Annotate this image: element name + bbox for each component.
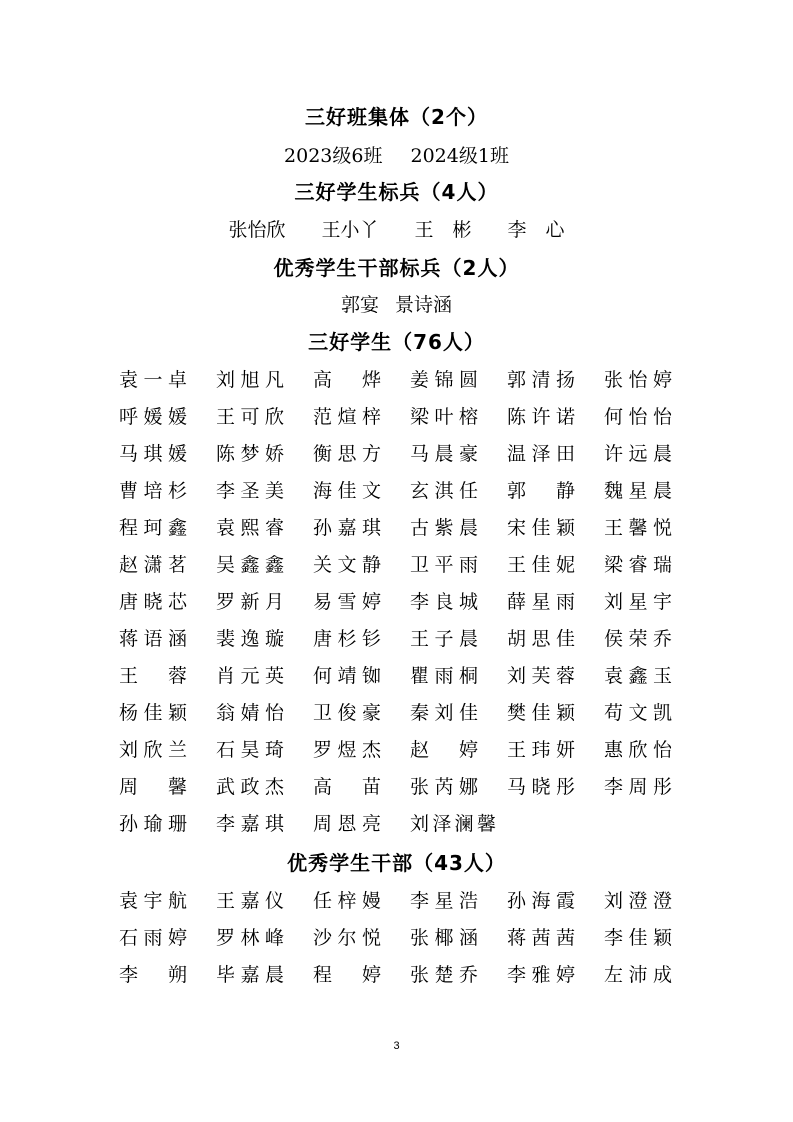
student-name: 张楚乔 [410, 964, 478, 986]
student-name: 王 彬 [414, 219, 472, 241]
student-name: 姜锦圆 [410, 369, 478, 391]
student-name: 许远晨 [604, 443, 672, 465]
student-name: 孙瑜珊 [119, 813, 187, 835]
student-name: 石雨婷 [119, 927, 187, 949]
student-name: 梁叶榕 [410, 406, 478, 428]
excellent-cadres-grid [119, 887, 719, 998]
student-name: 王嘉仪 [216, 890, 284, 912]
student-name: 衡思方 [313, 443, 381, 465]
student-name: 刘旭凡 [216, 369, 284, 391]
student-name: 陈许诺 [507, 406, 575, 428]
student-name: 李嘉琪 [216, 813, 284, 835]
student-name: 刘欣兰 [119, 739, 187, 761]
student-name: 高 烨 [313, 369, 381, 391]
model-class-list [0, 142, 793, 170]
student-name: 李圣美 [216, 480, 284, 502]
student-name: 王小丫 [321, 219, 379, 241]
student-name: 李星浩 [410, 890, 478, 912]
student-name: 何怡怡 [604, 406, 672, 428]
student-name: 袁熙睿 [216, 517, 284, 539]
student-name: 孙嘉琪 [313, 517, 381, 539]
student-name: 赵 婷 [410, 739, 478, 761]
student-name: 马琪媛 [119, 443, 187, 465]
student-name: 赵潇茗 [119, 554, 187, 576]
student-name: 翁婧怡 [216, 702, 284, 724]
student-name: 唐晓芯 [119, 591, 187, 613]
student-name: 周 馨 [119, 776, 187, 798]
student-name: 王可欣 [216, 406, 284, 428]
student-name: 秦刘佳 [410, 702, 478, 724]
page-number: 3 [393, 1040, 400, 1052]
student-name: 关文静 [313, 554, 381, 576]
student-name: 郭宴 [340, 294, 379, 316]
section-title-model-student: 三好学生标兵（4人） [294, 180, 499, 204]
student-name: 袁宇航 [119, 890, 187, 912]
merit-students-grid [119, 366, 719, 847]
student-name: 范煊梓 [313, 406, 381, 428]
section-title-merit-students: 三好学生（76人） [308, 330, 485, 354]
student-name: 惠欣怡 [604, 739, 672, 761]
student-name: 曹培杉 [119, 480, 187, 502]
student-name: 周恩亮 [313, 813, 381, 835]
student-name: 侯荣乔 [604, 628, 672, 650]
student-name: 唐杉钐 [313, 628, 381, 650]
student-name: 程珂鑫 [119, 517, 187, 539]
student-name: 李 朔 [119, 964, 187, 986]
section-title-excellent-cadres: 优秀学生干部（43人） [287, 851, 506, 875]
student-name: 任梓嫚 [313, 890, 381, 912]
student-name: 瞿雨桐 [410, 665, 478, 687]
student-name: 胡思佳 [507, 628, 575, 650]
student-name: 马晓彤 [507, 776, 575, 798]
student-name: 易雪婷 [313, 591, 381, 613]
student-name: 郭清扬 [507, 369, 575, 391]
student-name: 孙海霞 [507, 890, 575, 912]
student-name: 马晨豪 [410, 443, 478, 465]
student-name: 景诗涵 [395, 294, 453, 316]
student-name: 呼媛媛 [119, 406, 187, 428]
student-name: 罗煜杰 [313, 739, 381, 761]
student-name: 樊佳颖 [507, 702, 575, 724]
model-cadre-list [0, 291, 793, 319]
student-name: 卫平雨 [410, 554, 478, 576]
student-name: 陈梦娇 [216, 443, 284, 465]
student-name: 玄淇任 [410, 480, 478, 502]
student-name: 李 心 [507, 219, 565, 241]
student-name: 苟文凯 [604, 702, 672, 724]
section-title-model-cadre: 优秀学生干部标兵（2人） [273, 256, 520, 280]
student-name: 刘澄澄 [604, 890, 672, 912]
student-name: 张芮娜 [410, 776, 478, 798]
student-name: 魏星晨 [604, 480, 672, 502]
student-name: 吴鑫鑫 [216, 554, 284, 576]
student-name: 袁一卓 [119, 369, 187, 391]
student-name: 刘芙蓉 [507, 665, 575, 687]
student-name: 石昊琦 [216, 739, 284, 761]
student-name: 古紫晨 [410, 517, 478, 539]
student-name: 薛星雨 [507, 591, 575, 613]
student-name: 刘泽澜馨 [410, 813, 496, 835]
student-name: 何靖铷 [313, 665, 381, 687]
student-name: 温泽田 [507, 443, 575, 465]
student-name: 王 蓉 [119, 665, 187, 687]
section-title-model-class: 三好班集体（2个） [305, 105, 488, 129]
student-name: 杨佳颖 [119, 702, 187, 724]
class-entry: 2024级1班 [410, 145, 509, 167]
student-name: 肖元英 [216, 665, 284, 687]
class-entry: 2023级6班 [284, 145, 383, 167]
model-student-list [0, 216, 793, 244]
student-name: 裴逸璇 [216, 628, 284, 650]
student-name: 毕嘉晨 [216, 964, 284, 986]
student-name: 张怡婷 [604, 369, 672, 391]
student-name: 蒋茜茜 [507, 927, 575, 949]
student-name: 王玮妍 [507, 739, 575, 761]
student-name: 海佳文 [313, 480, 381, 502]
student-name: 高 苗 [313, 776, 381, 798]
student-name: 罗林峰 [216, 927, 284, 949]
student-name: 宋佳颖 [507, 517, 575, 539]
student-name: 郭 静 [507, 480, 575, 502]
student-name: 王馨悦 [604, 517, 672, 539]
student-name: 袁鑫玉 [604, 665, 672, 687]
student-name: 武政杰 [216, 776, 284, 798]
student-name: 罗新月 [216, 591, 284, 613]
student-name: 程 婷 [313, 964, 381, 986]
student-name: 王子晨 [410, 628, 478, 650]
student-name: 蒋语涵 [119, 628, 187, 650]
student-name: 张椰涵 [410, 927, 478, 949]
student-name: 李佳颖 [604, 927, 672, 949]
student-name: 王佳妮 [507, 554, 575, 576]
student-name: 梁睿瑞 [604, 554, 672, 576]
student-name: 刘星宇 [604, 591, 672, 613]
student-name: 左沛成 [604, 964, 672, 986]
student-name: 李雅婷 [507, 964, 575, 986]
student-name: 张怡欣 [228, 219, 286, 241]
student-name: 卫俊豪 [313, 702, 381, 724]
student-name: 李良城 [410, 591, 478, 613]
student-name: 沙尔悦 [313, 927, 381, 949]
student-name: 李周彤 [604, 776, 672, 798]
